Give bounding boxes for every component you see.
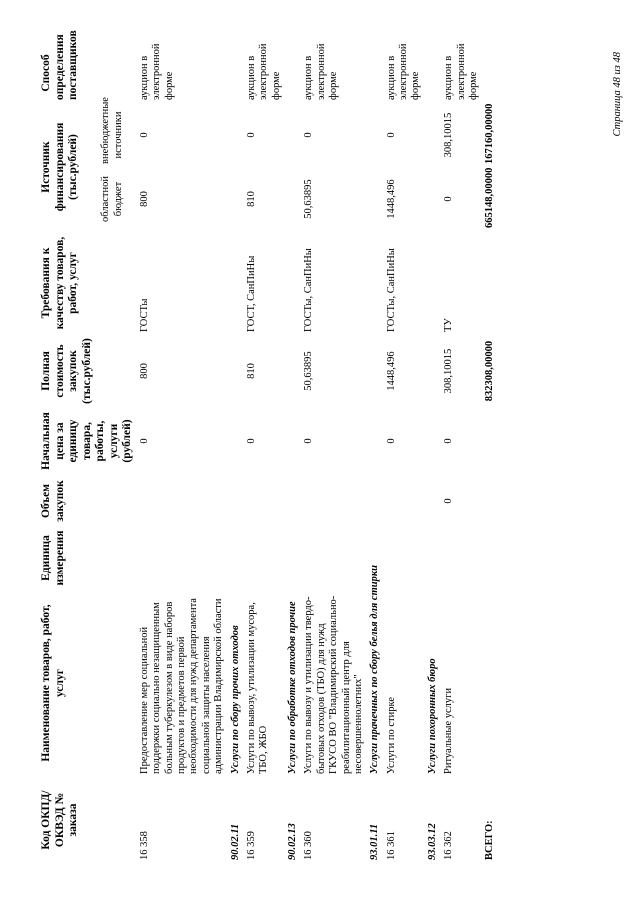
table-row: [384, 43, 425, 863]
row-volume: [244, 475, 285, 527]
row-method: аукцион в электронной форме: [303, 43, 340, 100]
row-quality: ГОСТы, СанПиНы: [303, 248, 315, 332]
row-code: 16 361: [385, 831, 397, 860]
group-code: 90.02.13: [287, 823, 299, 860]
table-row: [137, 43, 228, 863]
table-row: [244, 43, 285, 863]
procurement-table: [38, 30, 499, 863]
table-row: [441, 43, 482, 863]
row-method: аукцион в электронной форме: [245, 43, 282, 100]
group-heading-row: [425, 43, 441, 863]
row-code: 16 358: [138, 831, 150, 860]
group-name: Услуги прачечных по сбору белья для стирки: [369, 564, 381, 774]
page-footer: Страница 48 из 48: [612, 52, 623, 137]
row-quality: ГОСТ, СанПиНы: [245, 255, 257, 332]
totals-total: 832308,00000: [484, 340, 496, 402]
row-offbudget: 0: [385, 132, 397, 138]
row-name: Предоставление мер социальной поддержки социально незащищенным больным туберкулезом в виде наборов продуктов и предметов первой необходимости для нужд департамента социальной защиты населения администрации Владимирской области: [138, 598, 225, 774]
header-code: Код ОКПД/ ОКВЭД № заказа: [40, 790, 80, 850]
row-unit: [137, 527, 228, 589]
row-method: аукцион в электронной форме: [443, 43, 479, 100]
totals-row: [482, 43, 498, 863]
totals-label: ВСЕГО:: [484, 820, 496, 860]
header-source: Источник финансирования (тыс.рублей): [40, 122, 80, 212]
row-unit: [244, 527, 285, 589]
row-regional: 0: [443, 196, 455, 202]
header-price: Начальная цена за единицу товара, работы, услуги (рублей): [40, 412, 134, 470]
row-price: 0: [303, 438, 315, 444]
group-name: Услуги по сбору прочих отходов: [229, 625, 241, 774]
header-volume: Объем закупок: [40, 480, 66, 522]
row-offbudget: 0: [245, 132, 257, 138]
row-total: 308,10015: [443, 348, 455, 394]
header-name: Наименование товаров, работ, услуг: [40, 604, 66, 762]
row-volume: 0: [443, 498, 455, 504]
row-quality: ГОСТы: [138, 298, 150, 332]
header-source-regional: областной бюджет: [100, 176, 124, 222]
row-method: аукцион в электронной форме: [385, 43, 422, 100]
row-method: аукцион в электронной форме: [138, 43, 175, 100]
table-header-row: [38, 43, 98, 863]
row-volume: [301, 475, 367, 527]
row-name: Услуги по вывозу и утилизации твердо-бытовых отходов (ТБО) для нужд ГКУСО ВО "Владимирский социально-реабилитационный центр для несовершеннолетних": [303, 595, 364, 774]
row-regional: 50,63895: [303, 179, 315, 219]
row-total: 810: [245, 363, 257, 379]
row-offbudget: 308,10015: [443, 112, 455, 158]
group-code: 90.02.11: [229, 823, 241, 860]
row-regional: 800: [138, 191, 150, 207]
group-heading-row: [367, 43, 383, 863]
row-code: 16 359: [245, 831, 257, 860]
row-quality: ТУ: [443, 318, 455, 332]
group-name: Услуги по обработке отходов прочие: [287, 601, 299, 774]
row-code: 16 360: [303, 831, 315, 860]
group-heading-row: [228, 43, 244, 863]
header-source-offbudget: внебюджетные источники: [100, 97, 124, 164]
totals-offbudget: 167160,00000: [484, 103, 496, 164]
row-code: 16 362: [443, 831, 455, 860]
row-unit: [301, 527, 367, 589]
row-unit: [441, 527, 482, 589]
row-price: 0: [443, 438, 455, 444]
row-quality: ГОСТы, СанПиНы: [385, 248, 397, 332]
row-regional: 810: [245, 191, 257, 207]
row-volume: [384, 475, 425, 527]
row-regional: 1448,496: [385, 179, 397, 219]
group-name: Услуги похоронных бюро: [426, 658, 438, 774]
table-row: [301, 43, 367, 863]
row-price: 0: [385, 438, 397, 444]
row-name: Услуги по вывозу, утилизации мусора, ТБО, ЖБО: [245, 602, 270, 774]
group-code: 93.01.11: [369, 823, 381, 860]
row-price: 0: [138, 438, 150, 444]
group-heading-row: [285, 43, 301, 863]
totals-regional: 665148,00000: [484, 167, 496, 228]
group-code: 93.03.12: [426, 823, 438, 860]
header-quality: Требования к качеству товаров, работ, услуг: [40, 236, 80, 330]
table-body: [137, 43, 482, 863]
row-total: 800: [138, 363, 150, 379]
row-offbudget: 0: [303, 132, 315, 138]
row-offbudget: 0: [138, 132, 150, 138]
row-total: 50,63895: [303, 351, 315, 391]
header-total: Полная стоимость закупок (тыс.рублей): [40, 338, 93, 404]
row-unit: [384, 527, 425, 589]
row-price: 0: [245, 438, 257, 444]
header-method: Способ определения поставщиков: [40, 30, 80, 100]
header-unit: Единица измерения: [40, 530, 66, 586]
row-volume: [137, 475, 228, 527]
row-name: Ритуальные услуги: [443, 687, 455, 774]
row-total: 1448,496: [385, 351, 397, 391]
row-name: Услуги по стирке: [385, 697, 397, 774]
